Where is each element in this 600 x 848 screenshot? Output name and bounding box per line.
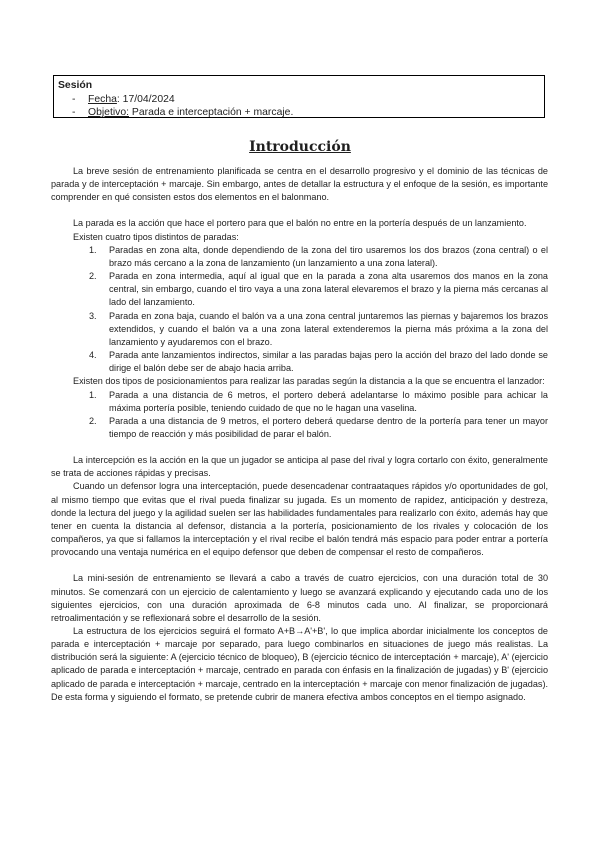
intro-paragraph: La breve sesión de entrenamiento planificada se centra en el desarrollo progresivo y el dominio de las técnicas de parada y de interceptación + marcaje. Sin embargo, antes de detallar la estructura y el enfoque de la sesión, es importante comprender en qué consisten estos dos elementos en el balonmano.: [51, 166, 548, 203]
objective-value: Parada e interceptación + marcaje.: [129, 107, 294, 119]
session-heading: Sesión: [58, 80, 93, 91]
positioning-intro: Existen dos tipos de posicionamientos para realizar las paradas según la distancia a la que se encuentra el lanzador:: [73, 376, 545, 387]
date-value: : 17/04/2024: [116, 93, 175, 105]
list-item: 2. Parada en zona intermedia, aquí al igual que en la parada a zona alta usaremos dos manos en la zona central, sin embargo, cuando el tiro vaya a una zona lateral elevaremos el brazo y la pierna más cercanas al lado del lanzamiento.: [89, 271, 548, 308]
session-info-box: [53, 75, 545, 118]
list-item: 1. Parada a una distancia de 6 metros, el portero deberá adelantarse lo máximo posible para achicar la máxima portería posible, teniendo cuidado de que no le hagan una vaselina.: [89, 389, 548, 413]
session-objective: - Objetivo: Parada e interceptación + marcaje.: [72, 107, 294, 119]
parada-definition: La parada es la acción que hace el portero para que el balón no entre en la portería después de un lanzamiento.: [73, 218, 527, 229]
document-body: [51, 165, 548, 704]
mini-session-paragraph: La mini-sesión de entrenamiento se llevará a cabo a través de cuatro ejercicios, con una duración total de 30 minutos. Se comenzará con un ejercicio de calentamiento y luego se avanzará explicando y ejecutando cada uno de los siguientes ejercicios, con una duración aproximada de 6-8 minutos cada uno. Al finalizar, se proporcionará retroalimentación y se reflexionará sobre el desarrollo de la sesión.: [51, 573, 548, 623]
list-item: 4. Parada ante lanzamientos indirectos, similar a las paradas bajas pero la acción del brazo del lado donde se dirige el balón debe ser de abajo hacia arriba.: [89, 350, 548, 374]
objective-label: Objetivo:: [88, 107, 130, 119]
intercept-definition: La intercepción es la acción en la que un jugador se anticipa al pase del rival y logra cortarlo con éxito, generalmente se trata de acciones rápidas y precisas.: [51, 455, 548, 479]
structure-paragraph: La estructura de los ejercicios seguirá el formato A+B→A'+B', lo que implica abordar inicialmente los conceptos de parada e interceptación + marcaje por separado, para luego combinarlos en situaciones de juego más realistas. La distribución será la siguiente: A (ejercicio técnico de bloqueo), B (ejercicio técnico de interceptación + marcaje), A' (ejercicio aplicado de parada e interceptación + marcaje, centrado en parada con énfasis en la finalización de jugadas) y B' (ejercicio aplicado de parada e interceptación + marcaje, centrado en la interceptación + marcaje con menor finalización de jugadas). De esta forma y siguiendo el formato, se pretende cubrir de manera efectiva ambos conceptos en el tiempo asignado.: [51, 626, 548, 702]
defender-paragraph: Cuando un defensor logra una interceptación, puede desencadenar contraataques rápidos y/o oportunidades de gol, al mismo tiempo que evitas que el rival pueda finalizar su jugada. Es un momento de rapidez, anticipación y destreza, donde la lectura del juego y la agilidad suelen ser las habilidades fundamentales para realizarlo con éxito, además hay que tener en cuenta la distancia al defensor, distancia a la portería, posicionamiento de los rivales y colocación de los compañeros, ya que si fallamos la interceptación y el rival recibe el balón tendrá más espacio para poder entrar a portería provocando una ventaja numérica en el equipo defensor que deben de compensar el resto de compañeros.: [51, 481, 548, 558]
list-item: 1. Paradas en zona alta, donde dependiendo de la zona del tiro usaremos los dos brazos (zona central) o el brazo más cercano a la zona de lanzamiento (un lanzamiento a una zona lateral).: [89, 244, 548, 268]
positioning-list: [51, 389, 548, 442]
page-title: Introducción: [249, 139, 351, 155]
session-date: - Fecha: 17/04/2024: [72, 93, 175, 105]
parada-types-list: [51, 244, 548, 376]
parada-types-intro: Existen cuatro tipos distintos de paradas:: [73, 231, 239, 242]
list-item: 3. Parada en zona baja, cuando el balón va a una zona central juntaremos las piernas y bajaremos los brazos extendidos, y cuando el balón va a una zona lateral extenderemos la pierna más próxima a la zona del lanzamiento y ayudaremos con el brazo.: [89, 310, 548, 347]
list-item: 2. Parada a una distancia de 9 metros, el portero deberá quedarse dentro de la portería para tener un mayor tiempo de reacción y más posibilidad de parar el balón.: [89, 415, 548, 439]
date-label: Fecha: [88, 93, 117, 105]
